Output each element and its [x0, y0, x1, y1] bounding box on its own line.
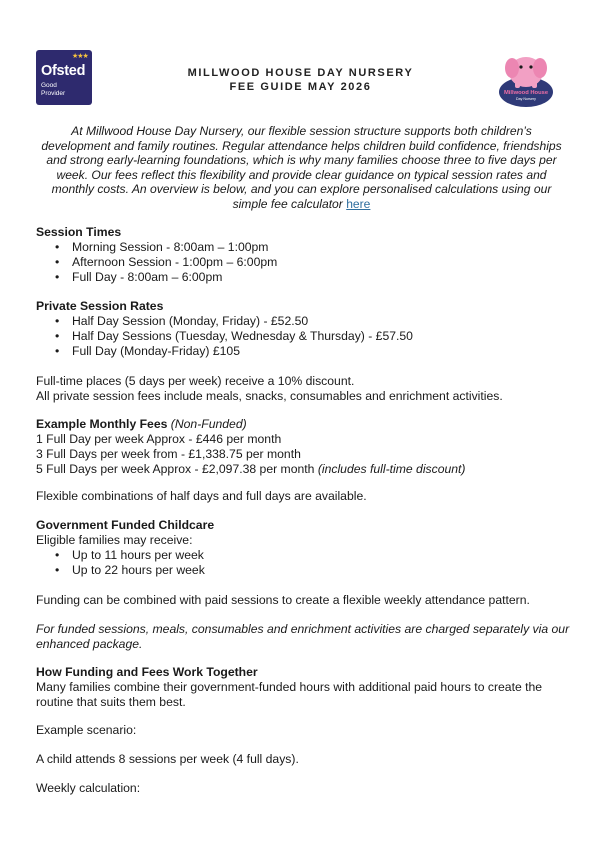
monthly-fee-line-note: (includes full-time discount)	[317, 462, 466, 476]
monthly-fee-line: 3 Full Days per week from - £1,338.75 per month	[36, 447, 301, 461]
list-item: • Morning Session - 8:00am – 1:00pm	[36, 240, 576, 255]
list-item: • Up to 11 hours per week	[36, 548, 576, 563]
nursery-logo-sub: Day Nursery	[516, 97, 536, 101]
how-funding-section	[36, 665, 576, 710]
funded-childcare-heading: Government Funded Childcare	[36, 518, 215, 532]
monthly-fee-line: 1 Full Day per week Approx - £446 per month	[36, 432, 282, 446]
discount-note: Full-time places (5 days per week) receive a 10% discount.	[36, 374, 355, 388]
funding-combine-text: Funding can be combined with paid sessions to create a flexible weekly attendance pattern.	[36, 593, 530, 607]
nursery-logo	[496, 50, 556, 108]
monthly-fees-heading-note: (Non-Funded)	[170, 417, 247, 431]
list-item: • Afternoon Session - 1:00pm – 6:00pm	[36, 255, 576, 270]
scenario-text: A child attends 8 sessions per week (4 full days).	[36, 752, 299, 766]
weekly-calculation-label: Weekly calculation:	[36, 781, 141, 795]
example-scenario-label: Example scenario:	[36, 723, 137, 737]
session-times-section	[36, 225, 576, 285]
funded-childcare-section	[36, 518, 576, 578]
ofsted-rating-line1: Good	[41, 82, 57, 89]
private-rates-heading: Private Session Rates	[36, 299, 164, 313]
private-rates-list	[36, 314, 576, 359]
how-funding-text: Many families combine their government-funded hours with additional paid hours to create the routine that suits them best.	[36, 680, 543, 709]
nursery-logo-name: Millwood House	[503, 90, 549, 96]
monthly-fee-line: 5 Full Days per week Approx - £2,097.38 per month	[36, 462, 315, 476]
list-item: • Up to 22 hours per week	[36, 563, 576, 578]
funded-hours-list	[36, 548, 576, 578]
page-subtitle: FEE GUIDE MAY 2026	[229, 81, 372, 93]
private-rates-section	[36, 299, 576, 359]
page-title: MILLWOOD HOUSE DAY NURSERY	[187, 67, 414, 79]
list-item: • Half Day Session (Monday, Friday) - £52.50	[36, 314, 576, 329]
list-item: • Full Day - 8:00am – 6:00pm	[36, 270, 576, 285]
fee-calculator-link[interactable]: here	[346, 196, 371, 211]
stars-icon: ★★★	[72, 53, 88, 60]
eligible-text: Eligible families may receive:	[36, 533, 193, 547]
session-times-list	[36, 240, 576, 285]
monthly-fees-section	[36, 417, 576, 477]
how-funding-heading: How Funding and Fees Work Together	[36, 665, 258, 679]
list-item: • Full Day (Monday-Friday) £105	[36, 344, 576, 359]
fees-include-note: All private session fees include meals, snacks, consumables and enrichment activities.	[36, 389, 503, 403]
flexible-combinations-text: Flexible combinations of half days and full days are available.	[36, 489, 367, 503]
ofsted-rating-line2: Provider	[41, 89, 66, 97]
session-times-heading: Session Times	[36, 225, 122, 239]
list-item: • Half Day Sessions (Tuesday, Wednesday & Thursday) - £57.50	[36, 329, 576, 344]
funded-sessions-note: For funded sessions, meals, consumables and enrichment activities are charged separately via our enhanced package.	[36, 622, 570, 651]
intro-paragraph	[36, 124, 567, 212]
ofsted-name: Ofsted	[41, 63, 86, 79]
monthly-fees-heading: Example Monthly Fees	[36, 417, 168, 431]
intro-text: At Millwood House Day Nursery, our flexible session structure supports both children’s development and family routines. Regular attendance helps children build confidence, friendships and strong early-learning foundations, which is why many families choose three to five days per week. Our fees reflect this flexibility and provide clear guidance on typical session rates and monthly costs. An overview is below, and you can explore personalised calculations using our simple fee calculator	[41, 124, 562, 211]
